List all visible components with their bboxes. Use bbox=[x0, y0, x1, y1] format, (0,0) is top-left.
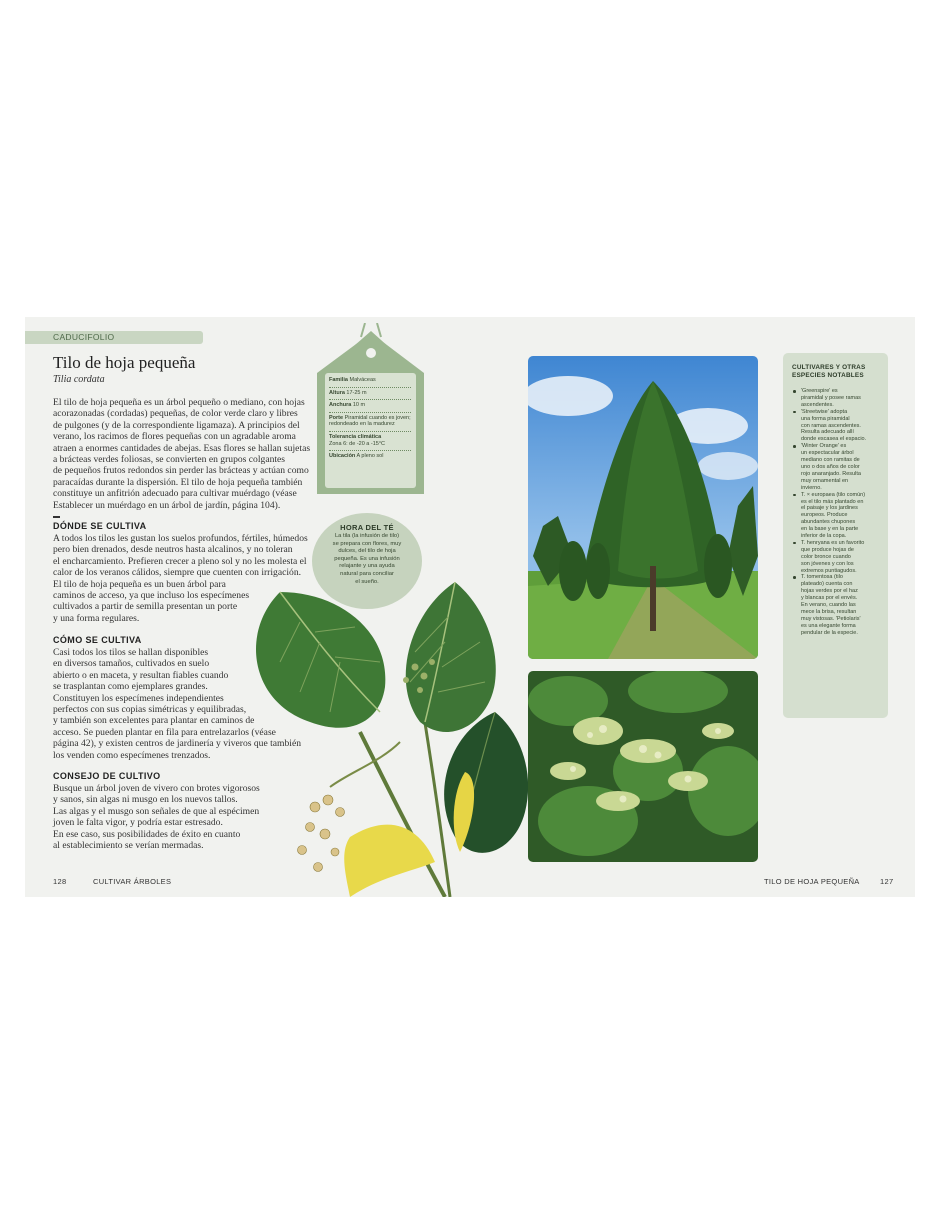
cultivar-line: piramidal y posee ramas bbox=[801, 394, 861, 401]
text-line: página 42), y existen centros de jardinería y viveros que también bbox=[53, 738, 302, 750]
cultivars-title bbox=[792, 364, 884, 380]
cultivar-line: es una elegante forma bbox=[801, 622, 856, 629]
latin-name: Tilia cordata bbox=[53, 374, 105, 385]
text-line: cultivados a partir de semilla presentan un porte bbox=[53, 601, 238, 613]
cultivar-item bbox=[792, 443, 886, 491]
intro-line: Establecer un muérdago en un árbol de jardín, página 104). bbox=[53, 499, 281, 511]
cultivar-item bbox=[792, 492, 886, 540]
cultivar-line: ascendentes. bbox=[801, 401, 834, 408]
text-line: y sanos, sin algas ni musgo en los nuevos tallos. bbox=[53, 794, 238, 806]
cultivar-line: hojas verdes por el haz bbox=[801, 588, 858, 595]
left-page-number: 128 bbox=[53, 877, 67, 886]
tea-callout-title: HORA DEL TÉ bbox=[340, 523, 394, 532]
section-heading-donde: DÓNDE SE CULTIVA bbox=[53, 521, 147, 531]
text-line: calor de los veranos cálidos, siempre que cuenten con irrigación. bbox=[53, 567, 302, 579]
book-spread bbox=[25, 317, 915, 897]
fact-label: Anchura bbox=[329, 402, 352, 409]
tea-line: natural para conciliar bbox=[340, 570, 394, 577]
cultivar-item bbox=[792, 574, 886, 636]
fact-row bbox=[329, 432, 411, 451]
text-line: y también son excelentes para plantar en caminos de bbox=[53, 715, 255, 727]
cultivar-line: el paisaje y los jardines bbox=[801, 505, 858, 512]
text-line: pero bien drenados, desde neutros hasta alcalinos, y no toleran bbox=[53, 544, 293, 556]
section-divider bbox=[53, 516, 60, 518]
intro-line: de pequeños frutos redondos sin perder las brácteas y actúan como bbox=[53, 465, 309, 477]
cultivar-line: europeos. Produce bbox=[801, 512, 848, 519]
category-band bbox=[25, 331, 203, 344]
text-line: al establecimiento se verían mermadas. bbox=[53, 840, 204, 852]
tea-line: se prepara con flores, muy bbox=[332, 540, 402, 547]
text-line: abierto o en maceta, y resultan fiables cuando bbox=[53, 669, 229, 681]
cultivar-line: son jóvenes y con los bbox=[801, 560, 854, 567]
right-running-title: TILO DE HOJA PEQUEÑA bbox=[764, 877, 860, 886]
fact-label: Altura bbox=[329, 389, 345, 396]
fact-label: Ubicación bbox=[329, 453, 356, 460]
text-line: Busque un árbol joven de vivero con brotes vigorosos bbox=[53, 783, 260, 794]
cultivar-line: muy vistosas. 'Petiolaris' bbox=[801, 615, 861, 622]
fact-value: Malváceas bbox=[349, 377, 376, 383]
fact-row bbox=[329, 451, 411, 463]
text-line: se trasplantan como ejemplares grandes. bbox=[53, 681, 208, 693]
text-line: En ese caso, sus posibilidades de éxito en cuanto bbox=[53, 828, 241, 840]
fact-row bbox=[329, 375, 411, 388]
cultivar-line: uno o dos años de color bbox=[801, 463, 860, 470]
left-running-title: CULTIVAR ÁRBOLES bbox=[93, 877, 172, 886]
cultivar-line: mediano con ramitas de bbox=[801, 457, 860, 464]
section-heading-como: CÓMO SE CULTIVA bbox=[53, 635, 142, 645]
tea-line: pequeña. Es una infusión bbox=[334, 555, 400, 562]
text-line: caminos de acceso, ya que incluso los especímenes bbox=[53, 590, 250, 602]
category-label: CADUCIFOLIO bbox=[53, 332, 115, 342]
intro-line: El tilo de hoja pequeña es un árbol pequeño o mediano, con hojas bbox=[53, 397, 305, 408]
tea-callout-text bbox=[322, 533, 412, 586]
cultivar-line: es el tilo más plantado en bbox=[801, 498, 864, 505]
cultivars-title-line: CULTIVARES Y OTRAS bbox=[792, 364, 866, 371]
cultivar-line: mece la brisa, resultan bbox=[801, 609, 857, 615]
cultivars-list bbox=[792, 388, 886, 637]
text-line: el encharcamiento. Prefieren crecer a pleno sol y no les molesta el bbox=[53, 555, 307, 567]
cultivar-item bbox=[792, 388, 886, 409]
cultivar-line: T. henryana es un favorito bbox=[801, 539, 865, 546]
page-title: Tilo de hoja pequeña bbox=[53, 353, 196, 372]
cultivar-item bbox=[792, 540, 886, 575]
text-line: Constituyen los especímenes independientes bbox=[53, 692, 224, 704]
fact-value: A pleno sol bbox=[356, 453, 384, 460]
cultivar-line: invierno. bbox=[801, 484, 822, 491]
tree-photo bbox=[528, 356, 758, 659]
text-line: A todos los tilos les gustan los suelos profundos, fértiles, húmedos bbox=[53, 533, 308, 544]
fact-value: 17-25 m bbox=[346, 389, 367, 396]
cultivar-line: T. tomentosa (tilo bbox=[801, 574, 843, 581]
text-line: joven le falta vigor, y podría estar estresado. bbox=[53, 817, 223, 829]
intro-line: paracaídas durante la dispersión. El tilo de hoja pequeña también bbox=[53, 476, 303, 488]
cultivar-line: inferior de la copa. bbox=[801, 533, 847, 540]
text-line: El tilo de hoja pequeña es un buen árbol para bbox=[53, 578, 226, 590]
cultivar-line: 'Winter Orange' es bbox=[801, 443, 847, 450]
cultivars-title-line: ESPECIES NOTABLES bbox=[792, 372, 864, 379]
cultivar-line: que produce hojas de bbox=[801, 546, 854, 553]
intro-line: constituye un anfitrión adecuado para cultivar muérdago (véase bbox=[53, 488, 297, 500]
intro-paragraph bbox=[53, 397, 310, 511]
text-line: perfectos con sus copias simétricas y equilibradas, bbox=[53, 704, 247, 716]
text-line: los venden como especímenes trenzados. bbox=[53, 749, 211, 761]
cultivar-line: pendular de la especie. bbox=[801, 629, 858, 636]
intro-line: a brácteas verdes foliosas, se convierten en grupos colgantes bbox=[53, 454, 286, 466]
cultivar-line: donde escasea el espacio. bbox=[801, 436, 867, 443]
cultivar-line: muy ornamental en bbox=[801, 477, 849, 484]
text-line: en diversos tamaños, cultivados en suelo bbox=[53, 658, 210, 670]
flowers-photo bbox=[528, 671, 758, 862]
fact-label: Porte bbox=[329, 414, 344, 421]
cultivar-line: en la base y en la parte bbox=[801, 526, 859, 533]
cultivar-line: 'Streetwise' adopta bbox=[801, 408, 848, 415]
cultivar-item bbox=[792, 409, 886, 444]
linden-leaf-illustration bbox=[240, 572, 540, 897]
section-heading-consejo: CONSEJO DE CULTIVO bbox=[53, 771, 161, 781]
intro-line: de pulgones (y de la correspondiente ligamaza). A principios del bbox=[53, 419, 300, 431]
fact-row bbox=[329, 413, 411, 432]
tea-line: La tila (la infusión de tilo) bbox=[334, 533, 400, 539]
cultivar-line: color bronce cuando bbox=[801, 553, 851, 560]
cultivar-line: un espectacular árbol bbox=[801, 450, 854, 457]
cultivar-line: con ramas ascendentes. bbox=[801, 422, 861, 429]
cultivar-line: abundantes chupones bbox=[801, 519, 856, 526]
fact-value: Zona 6: de -20 a -15°C bbox=[329, 440, 386, 447]
text-line: Las algas y el musgo son señales de que al espécimen bbox=[53, 805, 260, 817]
fact-row bbox=[329, 388, 411, 401]
intro-line: atraen a enormes cantidades de abejas. Esas flores se hallan sujetas bbox=[53, 442, 311, 454]
fact-value: Piramidal cuando es joven; redondeado en la madurez bbox=[329, 414, 411, 428]
intro-line: verano, los racimos de flores pequeñas con un agradable aroma bbox=[53, 431, 296, 443]
cultivar-line: En verano, cuando las bbox=[801, 602, 856, 609]
fact-label: Familia bbox=[329, 377, 348, 383]
fact-label: Tolerancia climática bbox=[329, 433, 382, 440]
section-text-consejo bbox=[53, 783, 260, 851]
tea-line: relajante y una ayuda bbox=[339, 563, 395, 570]
right-page-number: 127 bbox=[880, 877, 894, 886]
cultivar-line: rojo anaranjado. Resulta bbox=[801, 470, 861, 477]
text-line: Casi todos los tilos se hallan disponibles bbox=[53, 647, 209, 658]
fact-tag-rows bbox=[329, 375, 411, 463]
fact-value: 10 m bbox=[352, 402, 366, 409]
text-line: y una forma regulares. bbox=[53, 612, 140, 624]
cultivar-line: Resulta adecuado allí bbox=[801, 429, 854, 436]
cultivar-line: plateado) cuenta con bbox=[801, 581, 853, 588]
cultivar-line: y blancas por el envés. bbox=[801, 595, 858, 602]
intro-line: acorazonadas (cordadas) pequeñas, de color verde claro y libres bbox=[53, 408, 298, 420]
tea-line: el sueño. bbox=[355, 578, 379, 585]
tea-line: dulces, del tilo de hoja bbox=[338, 548, 396, 555]
text-line: acceso. Se pueden plantar en fila para entrelazarlos (véase bbox=[53, 726, 276, 738]
cultivar-line: 'Greenspire' es bbox=[801, 388, 838, 394]
cultivar-line: T. × europaea (tilo común) bbox=[801, 491, 866, 498]
cultivar-line: extremos puntiagudos. bbox=[801, 567, 857, 574]
fact-row bbox=[329, 400, 411, 413]
cultivar-line: una forma piramidal bbox=[801, 415, 850, 422]
